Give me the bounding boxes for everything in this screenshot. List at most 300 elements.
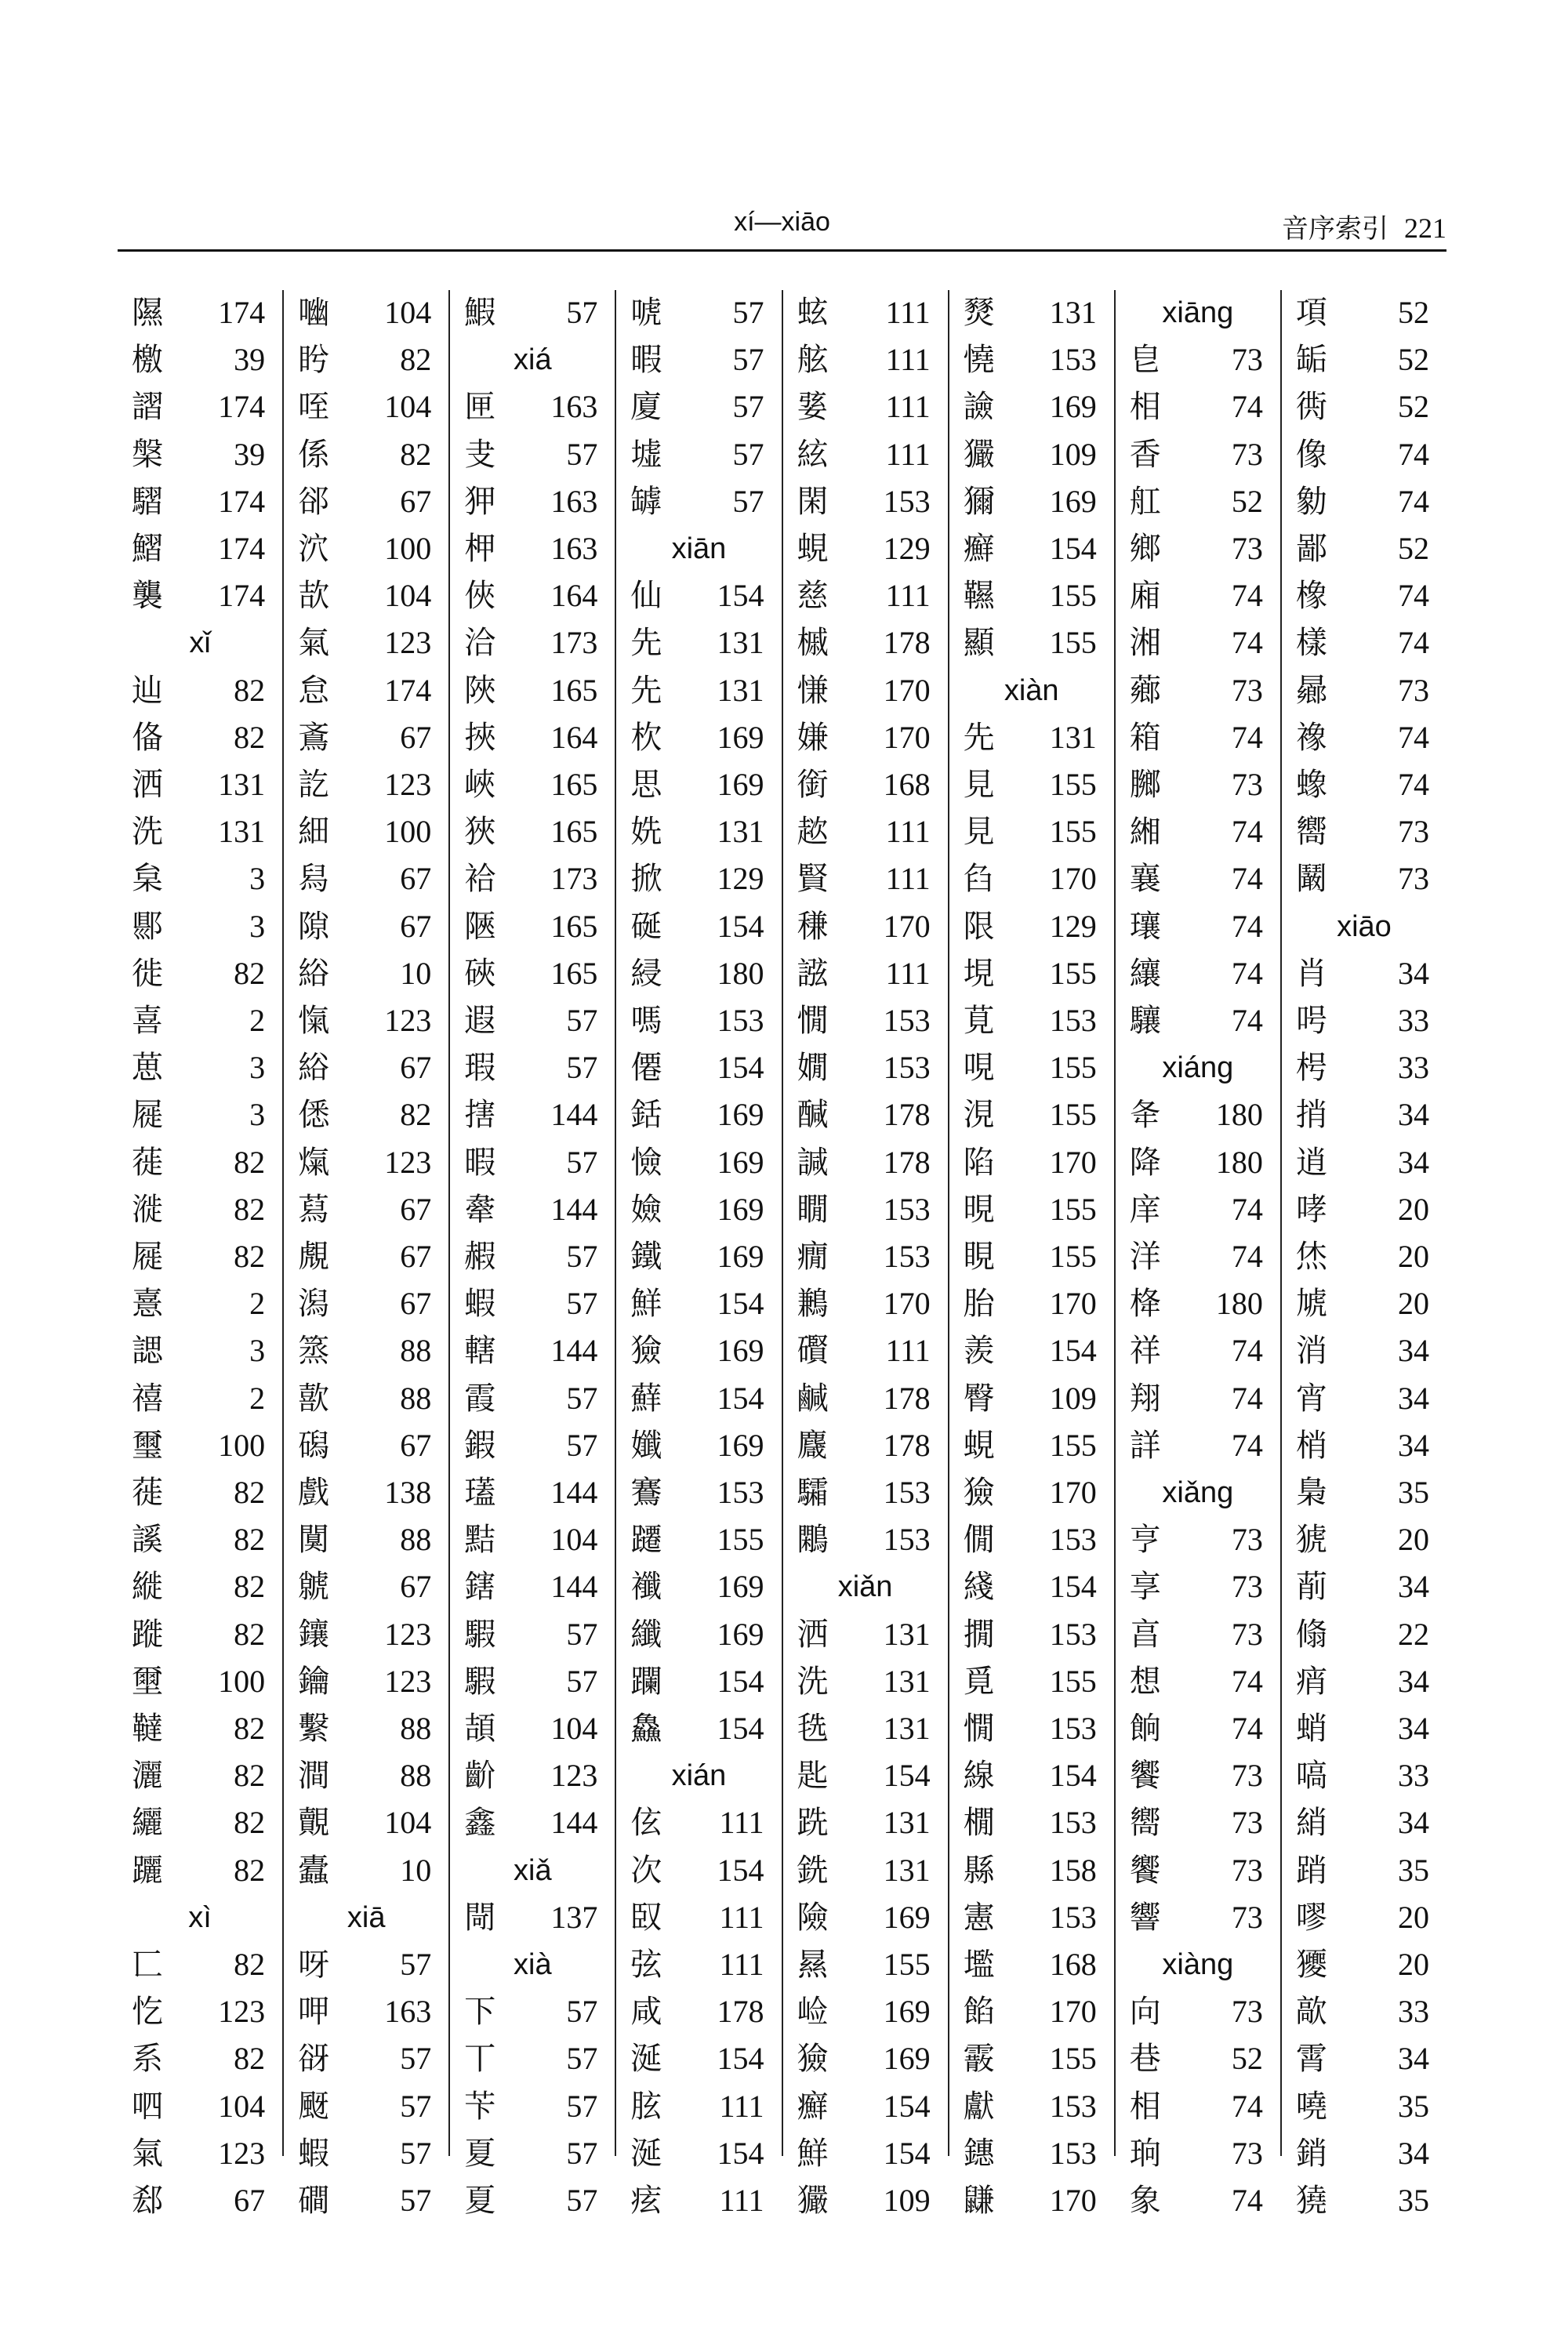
index-entry	[783, 479, 948, 524]
pinyin-label: xiǎng	[1162, 1476, 1234, 1509]
index-column	[948, 290, 1114, 2219]
index-entry	[783, 1659, 948, 1704]
entry-character: 消	[1295, 1333, 1327, 1370]
entry-character: 饗	[1129, 1758, 1161, 1795]
index-entry	[1282, 1753, 1446, 1798]
entry-character: 韅	[963, 578, 995, 615]
index-entry	[284, 432, 448, 477]
entry-page-number: 174	[384, 672, 432, 708]
entry-character: 躚	[630, 1522, 662, 1559]
entry-page-number: 131	[218, 767, 266, 802]
entry-page-number: 169	[883, 2041, 931, 2077]
entry-character: 先	[630, 672, 662, 709]
entry-page-number: 178	[717, 1994, 764, 2030]
index-entry	[450, 1140, 615, 1185]
entry-page-number: 67	[400, 1050, 432, 1086]
index-entry	[284, 1848, 448, 1893]
entry-page-number: 131	[883, 1852, 931, 1888]
entry-page-number: 20	[1398, 1191, 1429, 1227]
entry-page-number: 57	[566, 1994, 598, 2030]
entry-character: 襐	[1295, 719, 1327, 756]
entry-character: 槃	[132, 436, 163, 473]
entry-page-number: 82	[234, 2041, 266, 2077]
entry-page-number: 153	[883, 483, 931, 519]
entry-character: 孅	[630, 1427, 662, 1464]
entry-character: 嚮	[1129, 1805, 1161, 1842]
entry-page-number: 111	[719, 1899, 764, 1935]
index-entry	[1116, 2084, 1280, 2129]
entry-character: 頡	[464, 1711, 496, 1747]
entry-page-number: 82	[400, 342, 432, 378]
entry-character: 俠	[464, 578, 496, 615]
index-entry	[1116, 2131, 1280, 2176]
index-entry	[1116, 479, 1280, 524]
entry-character: 舝	[464, 1191, 496, 1228]
entry-page-number: 173	[550, 861, 598, 897]
entry-page-number: 82	[234, 1475, 266, 1510]
entry-page-number: 155	[1049, 1663, 1097, 1699]
index-entry	[284, 856, 448, 902]
pinyin-label: xiàn	[1004, 673, 1059, 707]
entry-character: 獿	[1295, 1947, 1327, 1983]
entry-character: 珦	[1129, 2135, 1161, 2172]
index-entry	[783, 1706, 948, 1751]
entry-page-number: 57	[566, 1616, 598, 1652]
index-entry	[284, 715, 448, 760]
entry-character: 覤	[298, 1239, 330, 1275]
index-entry	[783, 715, 948, 760]
index-entry	[284, 479, 448, 524]
index-entry	[783, 620, 948, 666]
entry-page-number: 104	[550, 1522, 598, 1558]
entry-character: 蝦	[464, 1286, 496, 1323]
entry-page-number: 137	[550, 1899, 598, 1935]
index-entry	[949, 1470, 1114, 1515]
entry-character: 諴	[797, 1144, 829, 1181]
entry-character: 暇	[464, 1144, 496, 1181]
index-entry	[1116, 856, 1280, 902]
index-entry	[450, 2036, 615, 2082]
entry-page-number: 104	[218, 2088, 266, 2124]
entry-page-number: 57	[566, 436, 598, 472]
index-entry	[450, 809, 615, 855]
entry-page-number: 52	[1231, 2041, 1263, 2077]
index-entry	[949, 1281, 1114, 1327]
entry-page-number: 82	[234, 1191, 266, 1227]
index-entry	[616, 951, 781, 996]
entry-page-number: 67	[400, 1191, 432, 1227]
pinyin-heading	[450, 1848, 615, 1893]
index-entry	[1282, 715, 1446, 760]
entry-page-number: 20	[1398, 1239, 1429, 1274]
entry-character: 罅	[630, 483, 662, 520]
index-entry	[284, 1517, 448, 1563]
entry-character: 璽	[132, 1427, 163, 1464]
entry-character: 翛	[1295, 1616, 1327, 1653]
entry-page-number: 57	[566, 2135, 598, 2171]
entry-page-number: 22	[1398, 1616, 1429, 1652]
entry-character: 鮮	[630, 1286, 662, 1323]
entry-character: 思	[630, 767, 662, 803]
entry-character: 相	[1129, 389, 1161, 426]
entry-character: 黠	[464, 1522, 496, 1559]
entry-character: 鮮	[797, 2135, 829, 2172]
index-entry	[118, 1800, 282, 1846]
index-column	[448, 290, 615, 2219]
entry-page-number: 74	[1231, 1003, 1263, 1038]
entry-character: 躝	[630, 1663, 662, 1700]
index-entry	[284, 1706, 448, 1751]
entry-page-number: 39	[234, 342, 266, 378]
entry-page-number: 57	[566, 2041, 598, 2077]
index-entry	[118, 856, 282, 902]
entry-page-number: 57	[400, 2088, 432, 2124]
index-entry	[949, 1376, 1114, 1421]
entry-page-number: 180	[1215, 1097, 1263, 1133]
entry-page-number: 100	[384, 531, 432, 566]
entry-character: 醎	[797, 1097, 829, 1134]
index-entry	[949, 1517, 1114, 1563]
pinyin-label: xiā	[347, 1900, 386, 1934]
entry-page-number: 74	[1231, 2088, 1263, 2124]
entry-page-number: 153	[1049, 1522, 1097, 1558]
entry-character: 纖	[630, 1616, 662, 1653]
index-entry	[949, 2036, 1114, 2082]
entry-character: 蜆	[797, 531, 829, 567]
entry-character: 韃	[132, 1711, 163, 1747]
index-entry	[1282, 1470, 1446, 1515]
index-entry	[1282, 1187, 1446, 1232]
entry-character: 夏	[464, 2183, 496, 2219]
entry-character: 勨	[1295, 483, 1327, 520]
entry-character: 臀	[963, 1380, 995, 1417]
entry-page-number: 154	[717, 1380, 764, 1416]
entry-character: 蝦	[298, 2135, 330, 2172]
entry-character: 香	[1129, 436, 1161, 473]
index-entry	[949, 2131, 1114, 2176]
index-entry	[783, 1328, 948, 1374]
index-entry	[949, 856, 1114, 902]
entry-character: 翔	[1129, 1380, 1161, 1417]
entry-character: 弦	[630, 1947, 662, 1983]
index-entry	[1116, 904, 1280, 949]
entry-character: 癬	[963, 531, 995, 567]
index-entry	[1282, 1234, 1446, 1279]
entry-page-number: 74	[1398, 719, 1429, 755]
entry-character: 屣	[132, 1239, 163, 1275]
entry-page-number: 82	[234, 1569, 266, 1605]
entry-page-number: 57	[732, 342, 764, 378]
entry-character: 銑	[797, 1852, 829, 1889]
index-entry	[284, 1989, 448, 2034]
entry-page-number: 111	[719, 2088, 764, 2124]
entry-character: 鎋	[464, 1569, 496, 1606]
index-entry	[949, 1848, 1114, 1893]
entry-page-number: 57	[732, 295, 764, 330]
index-entry	[1116, 1753, 1280, 1798]
entry-page-number: 153	[883, 1239, 931, 1274]
index-body	[118, 290, 1446, 2219]
index-entry	[949, 951, 1114, 996]
entry-character: 郻	[132, 908, 163, 945]
entry-character: 襳	[630, 1569, 662, 1606]
entry-page-number: 73	[1231, 672, 1263, 708]
entry-character: 涎	[630, 2041, 662, 2078]
entry-character: 舷	[797, 342, 829, 379]
index-entry	[284, 1612, 448, 1657]
entry-character: 磵	[298, 2183, 330, 2219]
index-entry	[284, 620, 448, 666]
entry-page-number: 153	[1049, 1899, 1097, 1935]
entry-page-number: 67	[400, 483, 432, 519]
entry-page-number: 88	[400, 1758, 432, 1794]
entry-page-number: 153	[1049, 2088, 1097, 2124]
entry-page-number: 57	[732, 483, 764, 519]
index-entry	[284, 1942, 448, 1987]
entry-character: 謵	[132, 389, 163, 426]
entry-character: 薌	[1129, 672, 1161, 709]
entry-page-number: 57	[566, 1286, 598, 1322]
entry-character: 蠹	[298, 1852, 330, 1889]
index-entry	[783, 1848, 948, 1893]
entry-character: 袷	[464, 861, 496, 898]
pinyin-label: xià	[514, 1948, 552, 1981]
entry-character: 愾	[298, 1003, 330, 1039]
entry-character: 蓰	[132, 1475, 163, 1511]
entry-character: 洗	[132, 814, 163, 851]
entry-page-number: 123	[384, 625, 432, 661]
index-entry	[783, 668, 948, 713]
entry-page-number: 123	[218, 2135, 266, 2171]
index-entry	[783, 809, 948, 855]
index-entry	[284, 1659, 448, 1704]
entry-page-number: 163	[550, 389, 598, 425]
entry-page-number: 57	[732, 436, 764, 472]
entry-page-number: 57	[566, 1144, 598, 1180]
entry-page-number: 131	[883, 1711, 931, 1746]
entry-character: 蚿	[797, 295, 829, 331]
index-entry	[783, 1234, 948, 1279]
pinyin-label: xiāng	[1162, 296, 1234, 329]
index-entry	[118, 337, 282, 383]
entry-character: 憸	[630, 1144, 662, 1181]
entry-page-number: 174	[218, 295, 266, 330]
index-column	[782, 290, 948, 2219]
index-entry	[949, 1895, 1114, 1940]
entry-character: 嬐	[630, 1191, 662, 1228]
entry-page-number: 73	[1231, 1852, 1263, 1888]
entry-character: 萷	[1295, 1569, 1327, 1606]
pinyin-label: xiá	[514, 343, 552, 377]
index-entry	[450, 1281, 615, 1327]
entry-character: 氣	[298, 625, 330, 662]
entry-page-number: 155	[1049, 2041, 1097, 2077]
entry-page-number: 153	[1049, 1711, 1097, 1746]
index-entry	[284, 1140, 448, 1185]
index-entry	[783, 1423, 948, 1468]
pinyin-heading	[1116, 1045, 1280, 1091]
entry-page-number: 20	[1398, 1286, 1429, 1322]
entry-character: 谺	[298, 2041, 330, 2078]
entry-page-number: 2	[249, 1380, 266, 1416]
index-entry	[949, 809, 1114, 855]
entry-character: 狹	[464, 814, 496, 851]
entry-character: 洽	[464, 625, 496, 662]
pinyin-label: xiàng	[1162, 1948, 1234, 1981]
entry-character: 㬎	[797, 1947, 829, 1983]
entry-page-number: 74	[1231, 861, 1263, 897]
entry-character: 熂	[298, 1144, 330, 1181]
entry-page-number: 74	[1398, 578, 1429, 614]
entry-character: 晛	[963, 1191, 995, 1228]
entry-page-number: 74	[1231, 1239, 1263, 1274]
entry-page-number: 170	[1049, 1994, 1097, 2030]
index-entry	[118, 1140, 282, 1185]
entry-character: 蛸	[1295, 1711, 1327, 1747]
entry-page-number: 144	[550, 1333, 598, 1369]
entry-page-number: 169	[717, 719, 764, 755]
index-entry	[118, 1376, 282, 1421]
entry-page-number: 34	[1398, 1805, 1429, 1841]
index-entry	[450, 856, 615, 902]
entry-page-number: 154	[717, 1711, 764, 1746]
index-entry	[450, 904, 615, 949]
entry-character: 閑	[797, 483, 829, 520]
pinyin-heading	[1116, 1942, 1280, 1987]
entry-character: 鶼	[797, 1286, 829, 1323]
index-entry	[1282, 573, 1446, 619]
index-entry	[1116, 1281, 1280, 1327]
entry-character: 鐵	[630, 1239, 662, 1275]
index-entry	[450, 1045, 615, 1091]
entry-page-number: 155	[1049, 1050, 1097, 1086]
index-entry	[118, 1848, 282, 1893]
entry-character: 膷	[1129, 767, 1161, 803]
entry-page-number: 74	[1398, 436, 1429, 472]
entry-page-number: 111	[885, 955, 931, 991]
entry-character: 蕮	[298, 1191, 330, 1228]
index-entry	[616, 715, 781, 760]
index-entry	[949, 998, 1114, 1044]
index-entry	[118, 1187, 282, 1232]
index-entry	[118, 1234, 282, 1279]
entry-page-number: 129	[1049, 908, 1097, 944]
index-entry	[616, 1612, 781, 1657]
entry-character: 騽	[132, 483, 163, 520]
index-entry	[450, 1517, 615, 1563]
entry-page-number: 3	[249, 1333, 266, 1369]
index-entry	[1282, 668, 1446, 713]
index-entry	[284, 1328, 448, 1374]
entry-character: 祥	[1129, 1333, 1161, 1370]
entry-page-number: 73	[1231, 436, 1263, 472]
entry-character: 線	[963, 1758, 995, 1795]
entry-character: 泬	[298, 531, 330, 567]
entry-page-number: 153	[717, 1475, 764, 1510]
entry-character: 姺	[630, 814, 662, 851]
index-entry	[1116, 1517, 1280, 1563]
entry-page-number: 144	[550, 1475, 598, 1510]
entry-character: 胘	[630, 2088, 662, 2125]
entry-character: 蓰	[132, 1144, 163, 1181]
entry-character: 覿	[298, 1805, 330, 1842]
entry-character: 嫺	[797, 1050, 829, 1087]
entry-page-number: 104	[550, 1711, 598, 1746]
entry-character: 亯	[1129, 1616, 1161, 1653]
running-head-range: xí—xiāo	[734, 207, 830, 237]
index-entry	[949, 1989, 1114, 2034]
index-entry	[284, 1234, 448, 1279]
entry-character: 細	[298, 814, 330, 851]
entry-character: 呺	[1295, 1003, 1327, 1039]
entry-character: 匙	[797, 1758, 829, 1795]
entry-character: 枲	[132, 861, 163, 898]
entry-character: 慈	[797, 578, 829, 615]
entry-page-number: 74	[1231, 1711, 1263, 1746]
entry-page-number: 111	[719, 2183, 764, 2218]
index-entry	[616, 1045, 781, 1091]
index-entry	[284, 1187, 448, 1232]
index-entry	[783, 1753, 948, 1798]
index-entry	[616, 290, 781, 336]
index-entry	[118, 573, 282, 619]
entry-page-number: 178	[883, 625, 931, 661]
index-column	[118, 290, 282, 2219]
entry-page-number: 131	[717, 672, 764, 708]
entry-page-number: 154	[717, 1852, 764, 1888]
index-entry	[1282, 1376, 1446, 1421]
entry-page-number: 74	[1231, 389, 1263, 425]
entry-character: 稴	[797, 908, 829, 945]
index-entry	[118, 432, 282, 477]
entry-page-number: 67	[234, 2183, 266, 2218]
entry-character: 踃	[1295, 1852, 1327, 1889]
index-entry	[118, 1328, 282, 1374]
entry-page-number: 34	[1398, 1569, 1429, 1605]
index-entry	[1116, 951, 1280, 996]
index-entry	[1116, 1848, 1280, 1893]
index-entry	[450, 1470, 615, 1515]
pinyin-label: xiáng	[1162, 1051, 1234, 1085]
index-entry	[616, 1328, 781, 1374]
entry-page-number: 67	[400, 1427, 432, 1463]
index-entry	[118, 2036, 282, 2082]
entry-character: 銷	[1295, 2135, 1327, 2172]
index-entry	[1116, 1800, 1280, 1846]
index-entry	[450, 998, 615, 1044]
entry-character: 鰕	[464, 295, 496, 331]
entry-character: 伭	[630, 1805, 662, 1842]
entry-page-number: 169	[717, 1616, 764, 1652]
entry-character: 崄	[797, 1994, 829, 2031]
entry-character: 氣	[132, 2135, 163, 2172]
entry-page-number: 155	[1049, 1097, 1097, 1133]
index-column	[282, 290, 448, 2219]
entry-page-number: 170	[1049, 861, 1097, 897]
entry-page-number: 57	[732, 389, 764, 425]
index-entry	[616, 1423, 781, 1468]
entry-character: 胎	[963, 1286, 995, 1323]
index-entry	[284, 1753, 448, 1798]
entry-character: 湘	[1129, 625, 1161, 662]
entry-character: 饗	[1129, 1852, 1161, 1889]
index-entry	[783, 1187, 948, 1232]
index-entry	[284, 2178, 448, 2223]
entry-page-number: 154	[883, 2135, 931, 2171]
index-entry	[783, 762, 948, 808]
index-entry	[1116, 1187, 1280, 1232]
index-entry	[1282, 1848, 1446, 1893]
